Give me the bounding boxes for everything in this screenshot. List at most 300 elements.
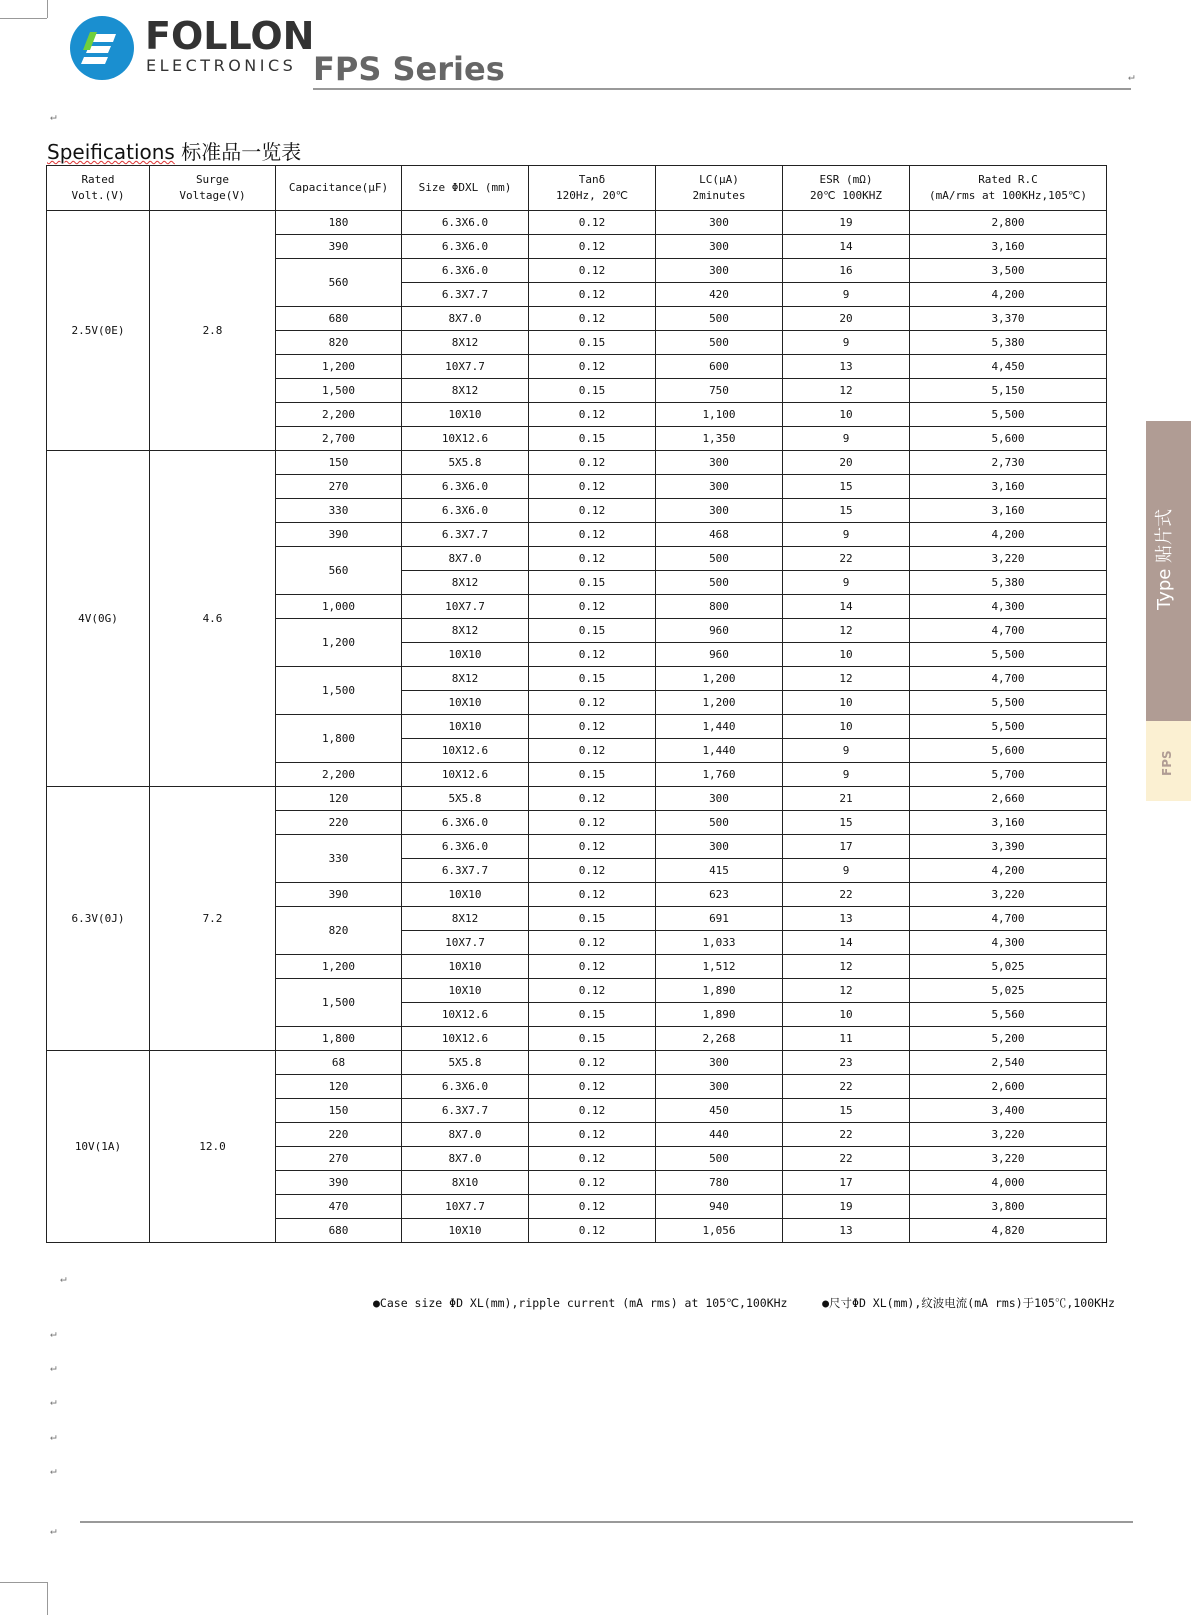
capacitance-cell: 1,500: [276, 667, 402, 715]
capacitance-cell: 180: [276, 211, 402, 235]
paragraph-mark: ↵: [50, 1430, 57, 1443]
esr-cell: 10: [783, 715, 910, 739]
crop-mark: [0, 18, 47, 19]
brand-logo-icon: [70, 16, 134, 80]
size-cell: 10X10: [402, 643, 529, 667]
esr-cell: 9: [783, 859, 910, 883]
ripple-current-cell: 5,600: [910, 739, 1107, 763]
esr-cell: 15: [783, 811, 910, 835]
spec-title-en: Speifications: [47, 140, 175, 164]
esr-cell: 15: [783, 1099, 910, 1123]
lc-cell: 415: [656, 859, 783, 883]
brand-subtitle: ELECTRONICS: [146, 56, 297, 75]
size-cell: 8X7.0: [402, 307, 529, 331]
tan-delta-cell: 0.12: [529, 211, 656, 235]
size-cell: 10X12.6: [402, 739, 529, 763]
tan-delta-cell: 0.12: [529, 283, 656, 307]
tan-delta-cell: 0.15: [529, 331, 656, 355]
ripple-current-cell: 3,500: [910, 259, 1107, 283]
paragraph-mark: ↵: [50, 1395, 57, 1408]
size-cell: 8X12: [402, 667, 529, 691]
size-cell: 8X12: [402, 907, 529, 931]
lc-cell: 500: [656, 331, 783, 355]
ripple-current-cell: 5,560: [910, 1003, 1107, 1027]
tan-delta-cell: 0.12: [529, 739, 656, 763]
lc-cell: 420: [656, 283, 783, 307]
size-cell: 6.3X6.0: [402, 835, 529, 859]
tan-delta-cell: 0.12: [529, 403, 656, 427]
esr-cell: 14: [783, 235, 910, 259]
tan-delta-cell: 0.12: [529, 1147, 656, 1171]
esr-cell: 17: [783, 835, 910, 859]
esr-cell: 17: [783, 1171, 910, 1195]
tan-delta-cell: 0.12: [529, 931, 656, 955]
capacitance-cell: 560: [276, 259, 402, 307]
lc-cell: 750: [656, 379, 783, 403]
ripple-current-cell: 4,200: [910, 859, 1107, 883]
crop-mark: [0, 1582, 47, 1583]
lc-cell: 960: [656, 643, 783, 667]
tan-delta-cell: 0.15: [529, 1027, 656, 1051]
size-cell: 8X7.0: [402, 1147, 529, 1171]
lc-cell: 1,100: [656, 403, 783, 427]
footnote-zh: ●尺寸ΦD XL(mm),纹波电流(mA rms)于105℃,100KHz: [822, 1296, 1115, 1310]
lc-cell: 1,512: [656, 955, 783, 979]
capacitance-cell: 390: [276, 883, 402, 907]
ripple-current-cell: 4,000: [910, 1171, 1107, 1195]
capacitance-cell: 560: [276, 547, 402, 595]
capacitance-cell: 330: [276, 835, 402, 883]
esr-cell: 12: [783, 379, 910, 403]
capacitance-cell: 2,700: [276, 427, 402, 451]
tan-delta-cell: 0.12: [529, 475, 656, 499]
surge-voltage-cell: 2.8: [150, 211, 276, 451]
esr-cell: 22: [783, 1123, 910, 1147]
ripple-current-cell: 2,800: [910, 211, 1107, 235]
side-fps-text: FPS: [1160, 750, 1174, 776]
tan-delta-cell: 0.15: [529, 907, 656, 931]
capacitance-cell: 1,200: [276, 619, 402, 667]
column-header: Size ΦDXL (mm): [402, 166, 529, 211]
lc-cell: 300: [656, 475, 783, 499]
ripple-current-cell: 4,450: [910, 355, 1107, 379]
tan-delta-cell: 0.12: [529, 259, 656, 283]
lc-cell: 2,268: [656, 1027, 783, 1051]
rated-volt-cell: 2.5V(0E): [47, 211, 150, 451]
esr-cell: 14: [783, 931, 910, 955]
esr-cell: 10: [783, 691, 910, 715]
tan-delta-cell: 0.12: [529, 1219, 656, 1243]
lc-cell: 500: [656, 307, 783, 331]
spec-title: [47, 136, 301, 165]
lc-cell: 1,440: [656, 739, 783, 763]
lc-cell: 1,033: [656, 931, 783, 955]
ripple-current-cell: 3,370: [910, 307, 1107, 331]
tan-delta-cell: 0.12: [529, 979, 656, 1003]
tan-delta-cell: 0.12: [529, 523, 656, 547]
size-cell: 10X7.7: [402, 931, 529, 955]
esr-cell: 15: [783, 499, 910, 523]
tan-delta-cell: 0.12: [529, 883, 656, 907]
brand-name: FOLLON: [145, 14, 315, 58]
size-cell: 10X7.7: [402, 1195, 529, 1219]
tan-delta-cell: 0.15: [529, 667, 656, 691]
lc-cell: 300: [656, 451, 783, 475]
tan-delta-cell: 0.12: [529, 643, 656, 667]
side-series-tab: [1146, 721, 1191, 801]
tan-delta-cell: 0.15: [529, 619, 656, 643]
ripple-current-cell: 5,150: [910, 379, 1107, 403]
table-row: [47, 451, 1107, 475]
ripple-current-cell: 5,200: [910, 1027, 1107, 1051]
esr-cell: 9: [783, 739, 910, 763]
esr-cell: 14: [783, 595, 910, 619]
esr-cell: 13: [783, 1219, 910, 1243]
size-cell: 6.3X6.0: [402, 211, 529, 235]
lc-cell: 1,200: [656, 691, 783, 715]
tan-delta-cell: 0.15: [529, 763, 656, 787]
esr-cell: 21: [783, 787, 910, 811]
ripple-current-cell: 3,160: [910, 235, 1107, 259]
esr-cell: 19: [783, 211, 910, 235]
tan-delta-cell: 0.12: [529, 307, 656, 331]
rated-volt-cell: 10V(1A): [47, 1051, 150, 1243]
capacitance-cell: 390: [276, 235, 402, 259]
esr-cell: 9: [783, 331, 910, 355]
column-header: LC(µA) 2minutes: [656, 166, 783, 211]
lc-cell: 940: [656, 1195, 783, 1219]
size-cell: 6.3X7.7: [402, 1099, 529, 1123]
lc-cell: 500: [656, 811, 783, 835]
esr-cell: 20: [783, 451, 910, 475]
lc-cell: 300: [656, 1051, 783, 1075]
lc-cell: 1,350: [656, 427, 783, 451]
rated-volt-cell: 4V(0G): [47, 451, 150, 787]
capacitance-cell: 270: [276, 475, 402, 499]
rated-volt-cell: 6.3V(0J): [47, 787, 150, 1051]
paragraph-mark: ↵: [50, 1464, 57, 1477]
lc-cell: 440: [656, 1123, 783, 1147]
table-row: [47, 1051, 1107, 1075]
lc-cell: 1,890: [656, 979, 783, 1003]
size-cell: 8X7.0: [402, 1123, 529, 1147]
size-cell: 5X5.8: [402, 451, 529, 475]
capacitance-cell: 390: [276, 523, 402, 547]
capacitance-cell: 220: [276, 811, 402, 835]
capacitance-cell: 68: [276, 1051, 402, 1075]
lc-cell: 300: [656, 211, 783, 235]
size-cell: 8X12: [402, 379, 529, 403]
table-row: [47, 787, 1107, 811]
esr-cell: 20: [783, 307, 910, 331]
ripple-current-cell: 5,500: [910, 643, 1107, 667]
size-cell: 10X10: [402, 403, 529, 427]
lc-cell: 1,056: [656, 1219, 783, 1243]
esr-cell: 19: [783, 1195, 910, 1219]
capacitance-cell: 150: [276, 451, 402, 475]
ripple-current-cell: 4,200: [910, 523, 1107, 547]
esr-cell: 22: [783, 1075, 910, 1099]
esr-cell: 13: [783, 355, 910, 379]
lc-cell: 800: [656, 595, 783, 619]
ripple-current-cell: 5,500: [910, 691, 1107, 715]
ripple-current-cell: 2,600: [910, 1075, 1107, 1099]
header-divider: [313, 88, 1131, 90]
tan-delta-cell: 0.12: [529, 595, 656, 619]
ripple-current-cell: 5,500: [910, 715, 1107, 739]
tan-delta-cell: 0.12: [529, 811, 656, 835]
size-cell: 10X10: [402, 883, 529, 907]
surge-voltage-cell: 4.6: [150, 451, 276, 787]
ripple-current-cell: 5,700: [910, 763, 1107, 787]
size-cell: 8X12: [402, 619, 529, 643]
ripple-current-cell: 5,380: [910, 331, 1107, 355]
ripple-current-cell: 4,300: [910, 595, 1107, 619]
column-header: Rated Volt.(V): [47, 166, 150, 211]
size-cell: 6.3X6.0: [402, 499, 529, 523]
size-cell: 8X10: [402, 1171, 529, 1195]
size-cell: 10X7.7: [402, 595, 529, 619]
tan-delta-cell: 0.12: [529, 1051, 656, 1075]
esr-cell: 15: [783, 475, 910, 499]
capacitance-cell: 1,200: [276, 355, 402, 379]
esr-cell: 22: [783, 1147, 910, 1171]
size-cell: 5X5.8: [402, 787, 529, 811]
tan-delta-cell: 0.12: [529, 787, 656, 811]
capacitance-cell: 2,200: [276, 403, 402, 427]
esr-cell: 22: [783, 547, 910, 571]
capacitance-cell: 680: [276, 307, 402, 331]
capacitance-cell: 680: [276, 1219, 402, 1243]
capacitance-cell: 820: [276, 907, 402, 955]
capacitance-cell: 270: [276, 1147, 402, 1171]
esr-cell: 12: [783, 955, 910, 979]
esr-cell: 9: [783, 283, 910, 307]
esr-cell: 12: [783, 979, 910, 1003]
esr-cell: 9: [783, 763, 910, 787]
tan-delta-cell: 0.12: [529, 499, 656, 523]
column-header: Rated R.C (mA/rms at 100KHz,105℃): [910, 166, 1107, 211]
size-cell: 8X12: [402, 331, 529, 355]
capacitance-cell: 120: [276, 787, 402, 811]
ripple-current-cell: 5,025: [910, 955, 1107, 979]
ripple-current-cell: 3,390: [910, 835, 1107, 859]
ripple-current-cell: 5,025: [910, 979, 1107, 1003]
ripple-current-cell: 5,380: [910, 571, 1107, 595]
capacitance-cell: 390: [276, 1171, 402, 1195]
esr-cell: 10: [783, 403, 910, 427]
capacitance-cell: 1,000: [276, 595, 402, 619]
spec-table: [46, 165, 1107, 1243]
footer-divider: [80, 1521, 1133, 1523]
size-cell: 10X10: [402, 1219, 529, 1243]
tan-delta-cell: 0.12: [529, 1195, 656, 1219]
series-title: FPS Series: [313, 50, 505, 88]
tan-delta-cell: 0.15: [529, 571, 656, 595]
paragraph-mark: ↵: [1128, 70, 1135, 83]
capacitance-cell: 820: [276, 331, 402, 355]
lc-cell: 300: [656, 235, 783, 259]
ripple-current-cell: 4,300: [910, 931, 1107, 955]
size-cell: 10X7.7: [402, 355, 529, 379]
lc-cell: 300: [656, 787, 783, 811]
size-cell: 10X10: [402, 715, 529, 739]
size-cell: 8X12: [402, 571, 529, 595]
tan-delta-cell: 0.15: [529, 379, 656, 403]
table-row: [47, 211, 1107, 235]
tan-delta-cell: 0.12: [529, 715, 656, 739]
size-cell: 8X7.0: [402, 547, 529, 571]
tan-delta-cell: 0.15: [529, 427, 656, 451]
lc-cell: 623: [656, 883, 783, 907]
spec-title-zh: 标准品一览表: [181, 140, 302, 164]
ripple-current-cell: 3,800: [910, 1195, 1107, 1219]
lc-cell: 1,760: [656, 763, 783, 787]
ripple-current-cell: 3,160: [910, 811, 1107, 835]
crop-mark: [47, 1582, 48, 1615]
esr-cell: 9: [783, 427, 910, 451]
ripple-current-cell: 3,220: [910, 1147, 1107, 1171]
tan-delta-cell: 0.12: [529, 1171, 656, 1195]
tan-delta-cell: 0.12: [529, 1123, 656, 1147]
paragraph-mark: ↵: [50, 1361, 57, 1374]
side-tab-text: Type 贴片式: [1154, 508, 1175, 610]
capacitance-cell: 1,500: [276, 379, 402, 403]
tan-delta-cell: 0.12: [529, 235, 656, 259]
size-cell: 6.3X6.0: [402, 475, 529, 499]
tan-delta-cell: 0.12: [529, 355, 656, 379]
lc-cell: 691: [656, 907, 783, 931]
size-cell: 6.3X7.7: [402, 523, 529, 547]
lc-cell: 468: [656, 523, 783, 547]
table-header-row: [47, 166, 1107, 211]
size-cell: 10X12.6: [402, 1003, 529, 1027]
lc-cell: 500: [656, 1147, 783, 1171]
side-tab-label: [1146, 490, 1191, 630]
lc-cell: 600: [656, 355, 783, 379]
tan-delta-cell: 0.12: [529, 955, 656, 979]
ripple-current-cell: 4,700: [910, 667, 1107, 691]
paragraph-mark: ↵: [50, 1524, 57, 1537]
column-header: Tanδ 120Hz, 20℃: [529, 166, 656, 211]
paragraph-mark: ↵: [50, 1327, 57, 1340]
lc-cell: 450: [656, 1099, 783, 1123]
capacitance-cell: 150: [276, 1099, 402, 1123]
lc-cell: 1,890: [656, 1003, 783, 1027]
esr-cell: 13: [783, 907, 910, 931]
lc-cell: 500: [656, 571, 783, 595]
tan-delta-cell: 0.12: [529, 1099, 656, 1123]
lc-cell: 1,200: [656, 667, 783, 691]
capacitance-cell: 2,200: [276, 763, 402, 787]
lc-cell: 300: [656, 1075, 783, 1099]
esr-cell: 22: [783, 883, 910, 907]
tan-delta-cell: 0.15: [529, 1003, 656, 1027]
ripple-current-cell: 5,600: [910, 427, 1107, 451]
lc-cell: 500: [656, 547, 783, 571]
surge-voltage-cell: 7.2: [150, 787, 276, 1051]
ripple-current-cell: 2,540: [910, 1051, 1107, 1075]
size-cell: 6.3X7.7: [402, 859, 529, 883]
size-cell: 10X10: [402, 955, 529, 979]
size-cell: 10X10: [402, 691, 529, 715]
esr-cell: 12: [783, 667, 910, 691]
paragraph-mark: ↵: [50, 110, 57, 123]
capacitance-cell: 330: [276, 499, 402, 523]
esr-cell: 16: [783, 259, 910, 283]
footnote-en: ●Case size ΦD XL(mm),ripple current (mA rms) at 105℃,100KHz: [373, 1296, 788, 1310]
capacitance-cell: 1,200: [276, 955, 402, 979]
ripple-current-cell: 4,820: [910, 1219, 1107, 1243]
ripple-current-cell: 2,730: [910, 451, 1107, 475]
lc-cell: 780: [656, 1171, 783, 1195]
lc-cell: 300: [656, 835, 783, 859]
tan-delta-cell: 0.12: [529, 451, 656, 475]
paragraph-mark: ↵: [60, 1272, 67, 1285]
size-cell: 10X10: [402, 979, 529, 1003]
capacitance-cell: 220: [276, 1123, 402, 1147]
capacitance-cell: 1,800: [276, 715, 402, 763]
tan-delta-cell: 0.12: [529, 547, 656, 571]
column-header: Surge Voltage(V): [150, 166, 276, 211]
capacitance-cell: 1,800: [276, 1027, 402, 1051]
esr-cell: 11: [783, 1027, 910, 1051]
capacitance-cell: 1,500: [276, 979, 402, 1027]
capacitance-cell: 470: [276, 1195, 402, 1219]
tan-delta-cell: 0.12: [529, 691, 656, 715]
crop-mark: [47, 0, 48, 18]
tan-delta-cell: 0.12: [529, 835, 656, 859]
tan-delta-cell: 0.12: [529, 859, 656, 883]
ripple-current-cell: 3,220: [910, 547, 1107, 571]
ripple-current-cell: 3,160: [910, 499, 1107, 523]
footnote: [373, 1295, 1115, 1311]
size-cell: 10X12.6: [402, 427, 529, 451]
column-header: ESR (mΩ) 20℃ 100KHZ: [783, 166, 910, 211]
column-header: Capacitance(µF): [276, 166, 402, 211]
ripple-current-cell: 3,160: [910, 475, 1107, 499]
lc-cell: 300: [656, 499, 783, 523]
size-cell: 6.3X6.0: [402, 1075, 529, 1099]
ripple-current-cell: 4,700: [910, 619, 1107, 643]
ripple-current-cell: 4,700: [910, 907, 1107, 931]
lc-cell: 1,440: [656, 715, 783, 739]
esr-cell: 12: [783, 619, 910, 643]
size-cell: 10X12.6: [402, 763, 529, 787]
size-cell: 6.3X6.0: [402, 259, 529, 283]
capacitance-cell: 120: [276, 1075, 402, 1099]
esr-cell: 9: [783, 571, 910, 595]
size-cell: 6.3X6.0: [402, 811, 529, 835]
surge-voltage-cell: 12.0: [150, 1051, 276, 1243]
size-cell: 5X5.8: [402, 1051, 529, 1075]
size-cell: 6.3X7.7: [402, 283, 529, 307]
esr-cell: 9: [783, 523, 910, 547]
ripple-current-cell: 3,220: [910, 883, 1107, 907]
ripple-current-cell: 5,500: [910, 403, 1107, 427]
ripple-current-cell: 3,400: [910, 1099, 1107, 1123]
ripple-current-cell: 3,220: [910, 1123, 1107, 1147]
esr-cell: 10: [783, 643, 910, 667]
ripple-current-cell: 2,660: [910, 787, 1107, 811]
lc-cell: 300: [656, 259, 783, 283]
size-cell: 10X12.6: [402, 1027, 529, 1051]
size-cell: 6.3X6.0: [402, 235, 529, 259]
lc-cell: 960: [656, 619, 783, 643]
tan-delta-cell: 0.12: [529, 1075, 656, 1099]
esr-cell: 23: [783, 1051, 910, 1075]
esr-cell: 10: [783, 1003, 910, 1027]
